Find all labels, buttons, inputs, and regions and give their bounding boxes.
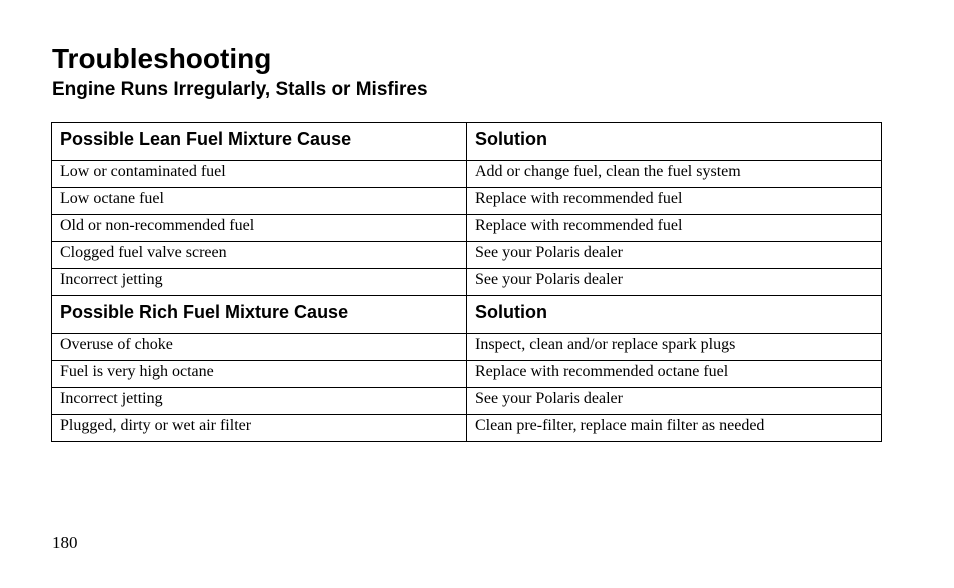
cause-cell: Low or contaminated fuel [52, 161, 467, 188]
table-row [52, 188, 882, 215]
solution-cell: Clean pre-filter, replace main filter as needed [467, 415, 882, 442]
column-header-solution: Solution [467, 296, 882, 334]
table-row [52, 161, 882, 188]
solution-cell: Replace with recommended fuel [467, 188, 882, 215]
cause-cell: Incorrect jetting [52, 269, 467, 296]
table-header-row-rich [52, 296, 882, 334]
column-header-cause: Possible Rich Fuel Mixture Cause [52, 296, 467, 334]
cause-cell: Plugged, dirty or wet air filter [52, 415, 467, 442]
column-header-cause: Possible Lean Fuel Mixture Cause [52, 123, 467, 161]
solution-cell: See your Polaris dealer [467, 269, 882, 296]
table-row [52, 242, 882, 269]
solution-cell: Add or change fuel, clean the fuel system [467, 161, 882, 188]
cause-cell: Old or non-recommended fuel [52, 215, 467, 242]
cause-cell: Fuel is very high octane [52, 361, 467, 388]
table-header-row-lean [52, 123, 882, 161]
page-title: Troubleshooting [52, 43, 272, 74]
solution-cell: Replace with recommended octane fuel [467, 361, 882, 388]
table-row [52, 215, 882, 242]
section-subtitle: Engine Runs Irregularly, Stalls or Misfires [52, 79, 428, 100]
table-row [52, 415, 882, 442]
table-row [52, 334, 882, 361]
page-number: 180 [52, 533, 78, 552]
column-header-solution: Solution [467, 123, 882, 161]
solution-cell: Replace with recommended fuel [467, 215, 882, 242]
cause-cell: Low octane fuel [52, 188, 467, 215]
cause-cell: Clogged fuel valve screen [52, 242, 467, 269]
table-row [52, 361, 882, 388]
cause-cell: Incorrect jetting [52, 388, 467, 415]
cause-cell: Overuse of choke [52, 334, 467, 361]
solution-cell: See your Polaris dealer [467, 388, 882, 415]
table-row [52, 269, 882, 296]
solution-cell: Inspect, clean and/or replace spark plugs [467, 334, 882, 361]
solution-cell: See your Polaris dealer [467, 242, 882, 269]
troubleshooting-table [51, 122, 882, 442]
table-row [52, 388, 882, 415]
